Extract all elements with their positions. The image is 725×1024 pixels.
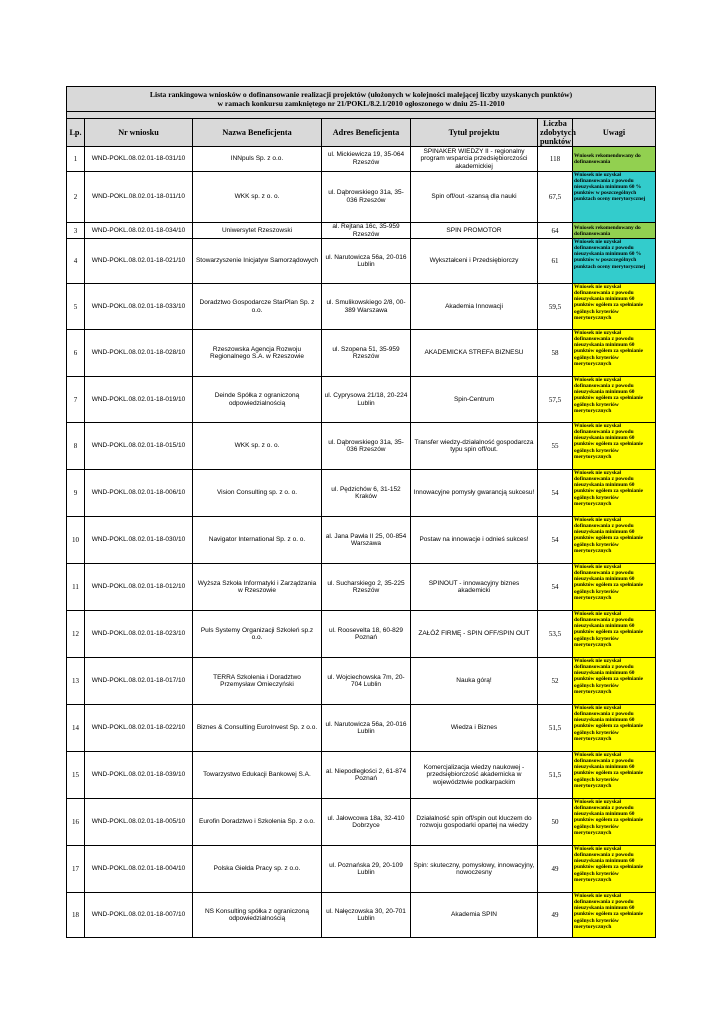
page-title [67, 87, 656, 112]
row-remark: Wniosek nie uzyskał dofinansowania z powodu nieuzyskania minimum 60 punktów ogółem za spełnianie ogólnych kryteriów merytorycznych [573, 893, 656, 938]
row-points: 54 [538, 517, 573, 564]
spacer-row [67, 112, 656, 119]
row-number: WND-POKL.08.02.01-18-030/10 [85, 517, 193, 564]
row-remark: Wniosek nie uzyskał dofinansowania z powodu nieuzyskania minimum 60 punktów ogółem za spełnianie ogólnych kryteriów merytorycznych [573, 658, 656, 705]
table-row [67, 611, 656, 658]
header-row [67, 119, 656, 147]
row-project-title: SPIN PROMOTOR [411, 223, 538, 239]
row-lp: 1 [67, 147, 85, 172]
row-points: 49 [538, 893, 573, 938]
header-nr: Nr wniosku [85, 119, 193, 147]
row-beneficiary: WKK sp. z o. o. [193, 172, 322, 223]
table-row [67, 239, 656, 284]
row-project-title: SPINOUT - innowacyjny biznes akademicki [411, 564, 538, 611]
table-row [67, 147, 656, 172]
row-address: ul. Nałęczowska 30, 20-701 Lublin [322, 893, 411, 938]
row-points: 59,5 [538, 284, 573, 330]
row-beneficiary: Polska Giełda Pracy sp. z o.o. [193, 846, 322, 893]
row-lp: 11 [67, 564, 85, 611]
row-points: 49 [538, 846, 573, 893]
row-beneficiary: WKK sp. z o. o. [193, 423, 322, 470]
row-address: ul. Poznańska 29, 20-109 Lublin [322, 846, 411, 893]
table-row [67, 564, 656, 611]
table-row [67, 423, 656, 470]
row-remark: Wniosek nie uzyskał dofinansowania z powodu nieuzyskania minimum 60 punktów ogółem za spełnianie ogólnych kryteriów merytorycznych [573, 799, 656, 846]
row-beneficiary: Stowarzyszenie Inicjatyw Samorządowych [193, 239, 322, 284]
row-address: ul. Narutowicza 56a, 20-016 Lublin [322, 239, 411, 284]
table-row [67, 284, 656, 330]
row-points: 51,5 [538, 705, 573, 752]
row-number: WND-POKL.08.02.01-18-017/10 [85, 658, 193, 705]
row-project-title: Działalność spin off/spin out kluczem do rozwoju gospodarki opartej na wiedzy [411, 799, 538, 846]
row-address: ul. Sucharskiego 2, 35-225 Rzeszów [322, 564, 411, 611]
row-number: WND-POKL.08.02.01-18-031/10 [85, 147, 193, 172]
row-beneficiary: Rzeszowska Agencja Rozwoju Regionalnego S.A. w Rzeszowie [193, 330, 322, 377]
row-address: ul. Jałowcowa 18a, 32-410 Dobrzyce [322, 799, 411, 846]
row-project-title: Spin-Centrum [411, 377, 538, 423]
row-number: WND-POKL.08.02.01-18-039/10 [85, 752, 193, 799]
row-lp: 13 [67, 658, 85, 705]
row-project-title: Komercjalizacja wiedzy naukowej - przedsiębiorczość akademicka w województwie podkarpackim [411, 752, 538, 799]
row-number: WND-POKL.08.02.01-18-034/10 [85, 223, 193, 239]
row-remark: Wniosek nie uzyskał dofinansowania z powodu nieuzyskania minimum 60 punktów ogółem za spełnianie ogólnych kryteriów merytorycznych [573, 846, 656, 893]
row-beneficiary: Puls Systemy Organizacji Szkoleń sp.z o.o. [193, 611, 322, 658]
row-beneficiary: TERRA Szkolenia i Doradztwo Przemysław Omieczyński [193, 658, 322, 705]
row-number: WND-POKL.08.02.01-18-015/10 [85, 423, 193, 470]
row-lp: 9 [67, 470, 85, 517]
row-points: 51,5 [538, 752, 573, 799]
row-beneficiary: Towarzystwo Edukacji Bankowej S.A. [193, 752, 322, 799]
row-points: 52 [538, 658, 573, 705]
row-points: 57,5 [538, 377, 573, 423]
row-address: al. Rejtana 16c, 35-959 Rzeszów [322, 223, 411, 239]
row-remark: Wniosek nie uzyskał dofinansowania z powodu nieuzyskania minimum 60 % punktów w poszczególnych punktach oceny merytorycznej [573, 172, 656, 223]
row-address: ul. Szopena 51, 35-959 Rzeszów [322, 330, 411, 377]
table-row [67, 377, 656, 423]
row-remark: Wniosek nie uzyskał dofinansowania z powodu nieuzyskania minimum 60 punktów ogółem za spełnianie ogólnych kryteriów merytorycznych [573, 752, 656, 799]
table-row [67, 517, 656, 564]
row-project-title: Innowacyjne pomysły gwarancją sukcesu! [411, 470, 538, 517]
row-remark: Wniosek rekomendowany do dofinansowania [573, 223, 656, 239]
row-beneficiary: Eurofin Doradztwo i Szkolenia Sp. z o.o. [193, 799, 322, 846]
header-lp: Lp. [67, 119, 85, 147]
row-beneficiary: Vision Consulting sp. z o. o. [193, 470, 322, 517]
row-remark: Wniosek nie uzyskał dofinansowania z powodu nieuzyskania minimum 60 punktów ogółem za spełnianie ogólnych kryteriów merytorycznych [573, 564, 656, 611]
row-address: ul. Roosevelta 18, 60-829 Poznań [322, 611, 411, 658]
title-line-2: w ramach konkursu zamkniętego nr 21/POKL/8.2.1/2010 ogłoszonego w dniu 25-11-2010 [217, 99, 505, 108]
row-remark: Wniosek nie uzyskał dofinansowania z powodu nieuzyskania minimum 60 punktów ogółem za spełnianie ogólnych kryteriów merytorycznych [573, 611, 656, 658]
row-remark: Wniosek nie uzyskał dofinansowania z powodu nieuzyskania minimum 60 punktów ogółem za spełnianie ogólnych kryteriów merytorycznych [573, 330, 656, 377]
row-beneficiary: Biznes & Consulting EuroInvest Sp. z o.o. [193, 705, 322, 752]
header-punkty: Liczba zdobytych punktów [538, 119, 573, 147]
row-project-title: Wykształceni i Przedsiębiorczy [411, 239, 538, 284]
row-project-title: Spin: skuteczny, pomysłowy, innowacyjny, nowoczesny [411, 846, 538, 893]
title-line-1: Lista rankingowa wniosków o dofinansowanie realizacji projektów (ułożonych w kolejności malejącej liczby uzyskanych punktów) [149, 90, 573, 99]
row-lp: 12 [67, 611, 85, 658]
row-project-title: Nauka górą! [411, 658, 538, 705]
row-points: 67,5 [538, 172, 573, 223]
row-address: al. Jana Pawła II 25, 00-854 Warszawa [322, 517, 411, 564]
row-beneficiary: NS Konsulting spółka z ograniczoną odpowiedzialnością [193, 893, 322, 938]
row-points: 54 [538, 470, 573, 517]
row-lp: 17 [67, 846, 85, 893]
row-project-title: Spin off/out -szansą dla nauki [411, 172, 538, 223]
table-row [67, 705, 656, 752]
table-row [67, 752, 656, 799]
table-row [67, 658, 656, 705]
row-address: ul. Mickiewicza 19, 35-064 Rzeszów [322, 147, 411, 172]
row-points: 118 [538, 147, 573, 172]
row-project-title: Akademia SPIN [411, 893, 538, 938]
row-project-title: ZAŁÓŻ FIRMĘ - SPIN OFF/SPIN OUT [411, 611, 538, 658]
row-project-title: SPINAKER WIEDZY II - regionalny program wsparcia przedsiębiorczości akademickiej [411, 147, 538, 172]
row-number: WND-POKL.08.02.01-18-006/10 [85, 470, 193, 517]
row-lp: 4 [67, 239, 85, 284]
table-row [67, 223, 656, 239]
row-number: WND-POKL.08.02.01-18-028/10 [85, 330, 193, 377]
row-lp: 7 [67, 377, 85, 423]
row-remark: Wniosek nie uzyskał dofinansowania z powodu nieuzyskania minimum 60 punktów ogółem za spełnianie ogólnych kryteriów merytorycznych [573, 423, 656, 470]
row-lp: 5 [67, 284, 85, 330]
row-remark: Wniosek nie uzyskał dofinansowania z powodu nieuzyskania minimum 60 punktów ogółem za spełnianie ogólnych kryteriów merytorycznych [573, 517, 656, 564]
row-project-title: Akademia Innowacji [411, 284, 538, 330]
row-remark: Wniosek nie uzyskał dofinansowania z powodu nieuzyskania minimum 60 punktów ogółem za spełnianie ogólnych kryteriów merytorycznych [573, 470, 656, 517]
table-row [67, 330, 656, 377]
row-lp: 10 [67, 517, 85, 564]
row-number: WND-POKL.08.02.01-18-007/10 [85, 893, 193, 938]
row-remark: Wniosek nie uzyskał dofinansowania z powodu nieuzyskania minimum 60 % punktów w poszczególnych punktach oceny merytorycznej [573, 239, 656, 284]
row-lp: 14 [67, 705, 85, 752]
header-adres: Adres Beneficjenta [322, 119, 411, 147]
table-row [67, 893, 656, 938]
row-address: ul. Narutowicza 56a, 20-016 Lublin [322, 705, 411, 752]
row-project-title: Wiedza i Biznes [411, 705, 538, 752]
row-address: ul. Dąbrowskiego 31a, 35-036 Rzeszów [322, 172, 411, 223]
row-lp: 15 [67, 752, 85, 799]
row-beneficiary: Uniwersytet Rzeszowski [193, 223, 322, 239]
table-row [67, 470, 656, 517]
row-number: WND-POKL.08.02.01-18-021/10 [85, 239, 193, 284]
row-beneficiary: INNpuls Sp. z o.o. [193, 147, 322, 172]
row-number: WND-POKL.08.02.01-18-033/10 [85, 284, 193, 330]
table-row [67, 799, 656, 846]
row-beneficiary: Navigator International Sp. z o. o. [193, 517, 322, 564]
row-lp: 3 [67, 223, 85, 239]
table-row [67, 846, 656, 893]
row-beneficiary: Deinde Spółka z ograniczoną odpowiedzialnością [193, 377, 322, 423]
header-beneficjent: Nazwa Beneficjenta [193, 119, 322, 147]
table-row [67, 172, 656, 223]
row-project-title: Transfer wiedzy-działalność gospodarcza typu spin off/out. [411, 423, 538, 470]
row-address: ul. Wojciechowska 7m, 20-704 Lublin [322, 658, 411, 705]
row-remark: Wniosek nie uzyskał dofinansowania z powodu nieuzyskania minimum 60 punktów ogółem za spełnianie ogólnych kryteriów merytorycznych [573, 284, 656, 330]
row-lp: 8 [67, 423, 85, 470]
row-number: WND-POKL.08.02.01-18-019/10 [85, 377, 193, 423]
row-number: WND-POKL.08.02.01-18-022/10 [85, 705, 193, 752]
row-address: ul. Dąbrowskiego 31a, 35-036 Rzeszów [322, 423, 411, 470]
row-address: ul. Pędzichów 6, 31-152 Kraków [322, 470, 411, 517]
row-number: WND-POKL.08.02.01-18-005/10 [85, 799, 193, 846]
row-points: 58 [538, 330, 573, 377]
row-lp: 16 [67, 799, 85, 846]
row-remark: Wniosek rekomendowany do dofinansowania [573, 147, 656, 172]
header-uwagi: Uwagi [573, 119, 656, 147]
row-lp: 18 [67, 893, 85, 938]
row-number: WND-POKL.08.02.01-18-004/10 [85, 846, 193, 893]
row-project-title: AKADEMICKA STREFA BIZNESU [411, 330, 538, 377]
row-remark: Wniosek nie uzyskał dofinansowania z powodu nieuzyskania minimum 60 punktów ogółem za spełnianie ogólnych kryteriów merytorycznych [573, 377, 656, 423]
row-address: ul. Smulikowskiego 2/8, 00-389 Warszawa [322, 284, 411, 330]
row-address: ul. Cyprysowa 21/18, 20-224 Lublin [322, 377, 411, 423]
row-number: WND-POKL.08.02.01-18-023/10 [85, 611, 193, 658]
row-beneficiary: Doradztwo Gospodarcze StarPlan Sp. z o.o. [193, 284, 322, 330]
row-points: 54 [538, 564, 573, 611]
ranking-table [66, 86, 656, 938]
row-points: 53,5 [538, 611, 573, 658]
row-points: 61 [538, 239, 573, 284]
header-tytul: Tytuł projektu [411, 119, 538, 147]
row-points: 64 [538, 223, 573, 239]
row-number: WND-POKL.08.02.01-18-011/10 [85, 172, 193, 223]
row-project-title: Postaw na innowacje i odnieś sukces! [411, 517, 538, 564]
row-remark: Wniosek nie uzyskał dofinansowania z powodu nieuzyskania minimum 60 punktów ogółem za spełnianie ogólnych kryteriów merytorycznych [573, 705, 656, 752]
row-lp: 6 [67, 330, 85, 377]
row-beneficiary: Wyższa Szkoła Informatyki i Zarządzania w Rzeszowie [193, 564, 322, 611]
row-number: WND-POKL.08.02.01-18-012/10 [85, 564, 193, 611]
row-points: 50 [538, 799, 573, 846]
row-lp: 2 [67, 172, 85, 223]
row-points: 55 [538, 423, 573, 470]
row-address: al. Niepodległości 2, 61-874 Poznań [322, 752, 411, 799]
